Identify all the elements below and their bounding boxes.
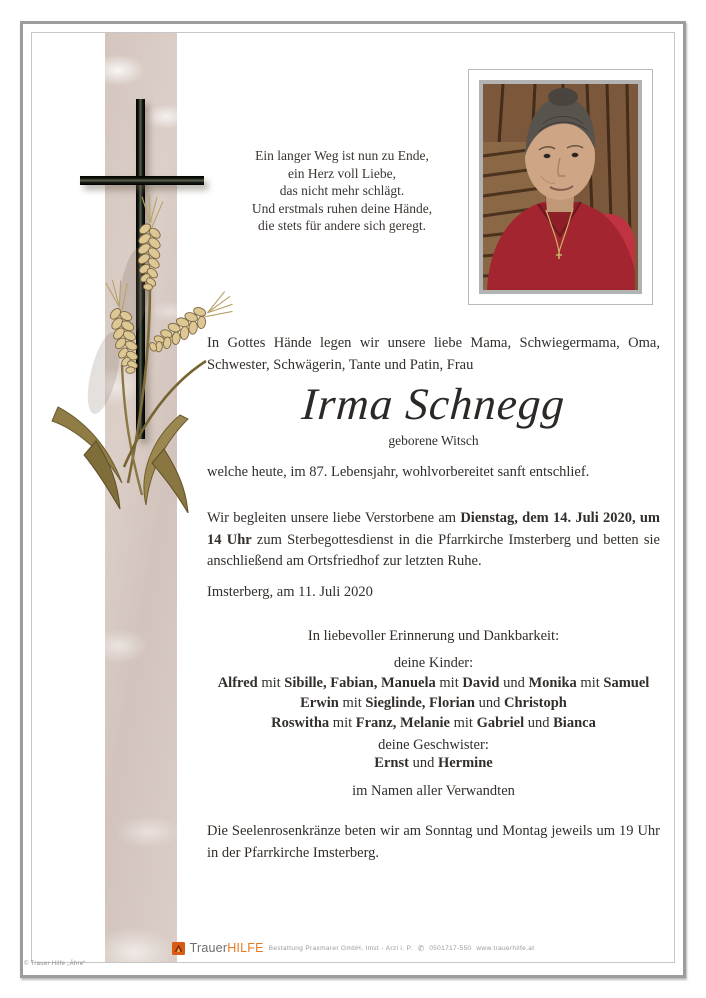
funeral-announcement: Wir begleiten unsere liebe Verstorbene am Dienstag, dem 14. Juli 2020, um 14 Uhr zum Sterbegottesdienst in die Pfarrkirche Imsterberg und betten sie anschließend am Ortsfriedhof zur letzten Ruhe. <box>207 510 660 569</box>
children-line: Erwin mit Sieglinde, Florian und Christoph <box>300 695 567 711</box>
siblings-line: Ernst und Hermine <box>374 755 493 771</box>
company-line: Bestattung Praxmarer GmbH, Imst - Arzl i. P. <box>268 944 413 952</box>
website: www.trauerhilfe.at <box>476 944 535 952</box>
memorial-card <box>31 32 675 963</box>
death-line: welche heute, im 87. Lebensjahr, wohlvorbereitet sanft entschlief. <box>207 464 590 480</box>
poem <box>152 147 532 235</box>
brand-trauer: Trauer <box>189 941 228 955</box>
phone-icon: ✆ <box>417 943 425 953</box>
children-label: deine Kinder: <box>393 655 474 671</box>
poem-line: Ein langer Weg ist nun zu Ende, <box>255 148 429 163</box>
intro-text: In Gottes Hände legen wir unsere liebe Mama, Schwiegermama, Oma, Schwester, Schwägerin, Tante und Patin, Frau <box>207 335 660 373</box>
children-line: Roswitha mit Franz, Melanie mit Gabriel und Bianca <box>271 715 596 731</box>
rosary-text: Die Seelenrosenkränze beten wir am Sonntag und Montag jeweils um 19 Uhr in der Pfarrkirche Imsterberg. <box>207 823 660 861</box>
poem-line: das nicht mehr schlägt. <box>279 183 405 198</box>
brand-name <box>190 941 264 955</box>
poem-line: Und erstmals ruhen deine Hände, <box>251 200 433 216</box>
footer <box>32 941 674 955</box>
siblings-label: deine Geschwister: <box>378 737 489 753</box>
deceased-name: Irma Schnegg <box>300 379 567 429</box>
remembrance-line: In liebevoller Erinnerung und Dankbarkeit: <box>307 628 560 644</box>
relatives-line: im Namen aller Verwandten <box>352 783 515 799</box>
maiden-name: geborene Witsch <box>388 433 479 448</box>
brand-hilfe: HILFE <box>227 941 264 955</box>
poem-line: die stets für andere sich geregt. <box>258 218 426 233</box>
dateline: Imsterberg, am 11. Juli 2020 <box>207 584 373 600</box>
trauerhilfe-logo-icon <box>172 942 185 955</box>
copyright-note: © Trauer Hilfe „Ähre“ <box>24 961 86 967</box>
phone-number: 0501717-550 <box>429 944 472 952</box>
children-line: Alfred mit Sibille, Fabian, Manuela mit David und Monika mit Samuel <box>217 675 650 691</box>
poem-line: ein Herz voll Liebe, <box>288 165 396 181</box>
